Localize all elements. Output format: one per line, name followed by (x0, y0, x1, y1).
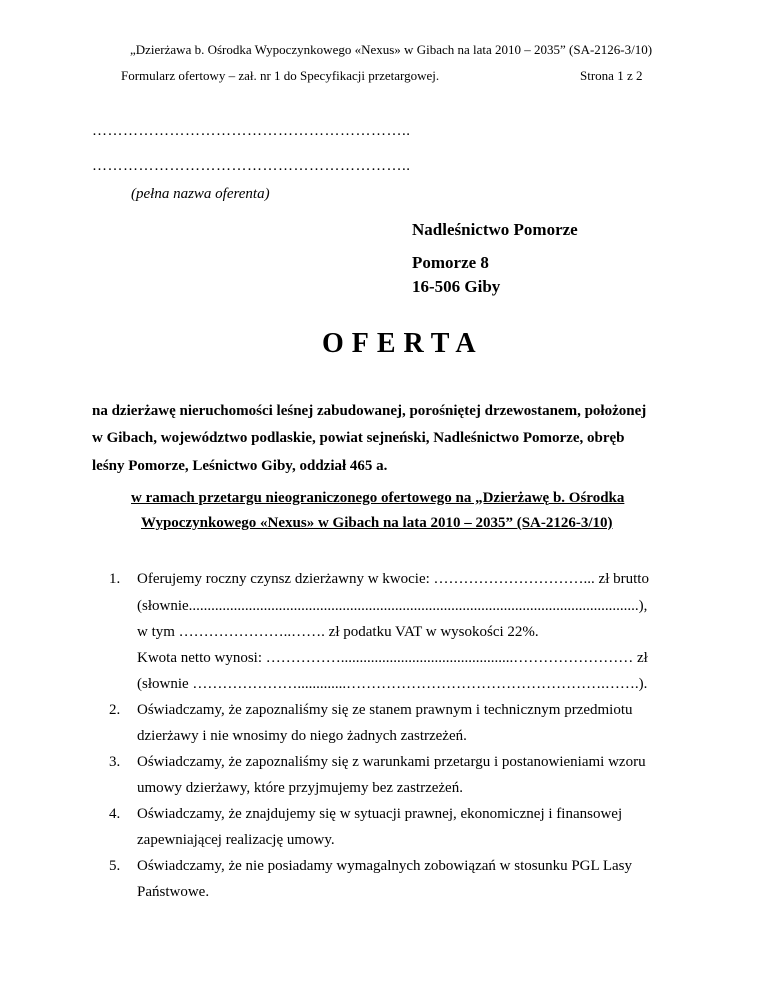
item-5-line-2: Państwowe. (137, 884, 210, 900)
item-3-line-2: umowy dzierżawy, które przyjmujemy bez zastrzeżeń. (137, 780, 463, 796)
header-title: „Dzierżawa b. Ośrodka Wypoczynkowego «Nexus» w Gibach na lata 2010 – 2035” (SA-2126-3/10) (130, 42, 653, 57)
tender-line-1: w ramach przetargu nieograniczonego ofertowego na „Dzierżawę b. Ośrodka (131, 490, 625, 506)
header-page-number: Strona 1 z 2 (580, 68, 643, 83)
item-1-line-5: (słownie ………………….............…………………………………………….…….). (137, 676, 648, 692)
item-4-line-1: Oświadczamy, że znajdujemy się w sytuacji prawnej, ekonomicznej i finansowej (137, 806, 623, 822)
tender-line-2: Wypoczynkowego «Nexus» w Gibach na lata 2010 – 2035” (SA-2126-3/10) (141, 515, 613, 531)
addressee-name: Nadleśnictwo Pomorze (412, 220, 578, 239)
bidder-caption: (pełna nazwa oferenta) (131, 186, 270, 202)
addressee-city: 16-506 Giby (412, 277, 501, 296)
item-2-line-1: Oświadczamy, że zapoznaliśmy się ze stanem prawnym i technicznym przedmiotu (137, 702, 633, 718)
bidder-name-line-1: …………………………………………………….. (92, 123, 411, 139)
item-1-line-2: (słownie........................................................................................................................), (137, 598, 648, 614)
bidder-name-line-2: …………………………………………………….. (92, 158, 411, 174)
subject-line-2: w Gibach, województwo podlaskie, powiat sejneński, Nadleśnictwo Pomorze, obręb (92, 430, 625, 446)
item-1-line-1: Oferujemy roczny czynsz dzierżawny w kwocie: …………………………... zł brutto (137, 571, 649, 587)
item-3-line-1: Oświadczamy, że zapoznaliśmy się z warunkami przetargu i postanowieniami wzoru (137, 754, 646, 770)
item-4-line-2: zapewniającej realizację umowy. (137, 832, 335, 848)
item-5-line-1: Oświadczamy, że nie posiadamy wymagalnych zobowiązań w stosunku PGL Lasy (137, 858, 633, 874)
item-2-line-2: dzierżawy i nie wnosimy do niego żadnych zastrzeżeń. (137, 728, 467, 744)
subject-line-1: na dzierżawę nieruchomości leśnej zabudowanej, porośniętej drzewostanem, położonej (92, 403, 647, 419)
document-title: OFERTA (322, 328, 484, 359)
item-number-5: 5. (109, 858, 121, 874)
item-1-line-3: w tym …………………..……. zł podatku VAT w wysokości 22%. (137, 624, 539, 640)
item-1-line-4: Kwota netto wynosi: ……………..............................................…………………… zł (137, 650, 648, 666)
item-number-3: 3. (109, 754, 121, 770)
item-number-1: 1. (109, 571, 121, 587)
header-form-label: Formularz ofertowy – zał. nr 1 do Specyfikacji przetargowej. (121, 68, 440, 83)
subject-line-3: leśny Pomorze, Leśnictwo Giby, oddział 465 a. (92, 458, 388, 474)
item-number-4: 4. (109, 806, 121, 822)
item-number-2: 2. (109, 702, 121, 718)
addressee-street: Pomorze 8 (412, 253, 489, 272)
